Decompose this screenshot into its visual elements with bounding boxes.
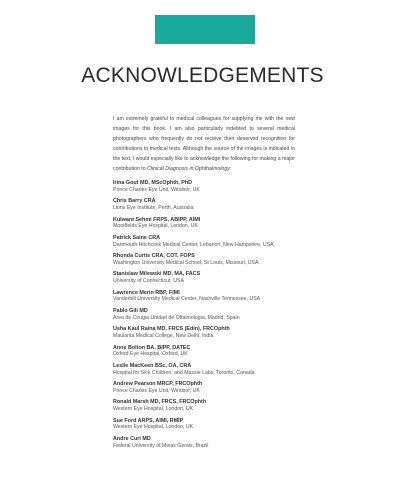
acknowledgement-entry [113, 253, 313, 267]
contributor-name: Andre Curi MD [113, 435, 151, 442]
contributor-affiliation: Moorfields Eye Hospital, London, UK [113, 223, 198, 230]
acknowledgement-entry [113, 399, 313, 413]
intro-end: : [229, 165, 232, 172]
contributor-name: Lawrence Merin RBP, FIMI [113, 289, 180, 296]
acknowledgement-entry [113, 363, 313, 377]
acknowledgement-entry [113, 271, 313, 285]
acknowledgement-entry [113, 381, 313, 395]
contributor-name: Usha Kaul Raina MD, FRCS (Edin), FRCOphth [113, 326, 230, 333]
contributor-name: Andrew Pearson MRCP, FRCOphth [113, 381, 203, 388]
contributor-affiliation: Hospital for Sick Children, and Massie Labs, Toronto, Canada [113, 369, 255, 376]
acknowledgement-entry [113, 290, 313, 304]
contributor-affiliation: Prince Charles Eye Unit, Windsor, UK [113, 186, 200, 193]
acknowledgement-entry [113, 180, 313, 194]
intro-text: I am extremely grateful to medical colleagues for supplying me with the new images for this book. I am also particularly indebted to several medical photographers who frequently do not receive their deserved recognition for contributions to medical texts. Although the source of the images is indicated in the text, I would especially like to acknowledge the following for making a major contribution to [113, 116, 295, 172]
acknowledgement-entry [113, 198, 313, 212]
contributor-affiliation: Vanderbilt University Medical Center, Nashville Tennessee, USA [113, 296, 261, 303]
contributor-name: Pablo Gili MD [113, 307, 148, 314]
acknowledgement-entry [113, 436, 313, 450]
intro-paragraph [113, 115, 295, 174]
contributor-affiliation: Washington University Medical School, St Louis, Missouri, USA [113, 259, 259, 266]
contributor-affiliation: Maulanta Medical College, New Delhi, India [113, 333, 214, 340]
acknowledgement-entry [113, 308, 313, 322]
contributor-name: Anne Bolton BA, BIPP, DATEC [113, 344, 191, 351]
acknowledgement-entry [113, 217, 313, 231]
contributor-name: Leslie MacKeen BSc, OA, CRA [113, 362, 192, 369]
contributor-name: Rhonda Curtis CRA, COT, FOPS [113, 253, 195, 260]
contributor-affiliation: University of Connecticut, USA [113, 278, 184, 285]
acknowledgement-list [113, 180, 313, 454]
acknowledgement-entry [113, 345, 313, 359]
page-title: ACKNOWLEDGEMENTS [81, 64, 324, 88]
contributor-affiliation: Area de Cirugia Unidad de Oftalmologia, Madrid, Spain [113, 314, 240, 321]
contributor-affiliation: Lions Eye Institute, Perth, Australia [113, 205, 194, 212]
contributor-name: Kulwant Sehmi FRPS, ABIPP, AIMI [113, 216, 201, 223]
book-title: Clinical Diagnosis in Ophthalmology [147, 165, 230, 172]
acknowledgement-entry [113, 235, 313, 249]
contributor-affiliation: Western Eye Hospital, London, UK [113, 424, 194, 431]
contributor-name: Chris Barry CRA [113, 198, 156, 205]
contributor-name: Irina Gout MD, MScOphth, PhD [113, 180, 193, 186]
contributor-affiliation: Western Eye Hospital, London, UK [113, 406, 194, 413]
contributor-affiliation: Oxford Eye Hospital, Oxford, UK [113, 351, 188, 358]
contributor-name: Sue Ford ARPS, AIMI, RMIP [113, 417, 184, 424]
contributor-name: Ronald Marsh MD, FRCS, FRCOphth [113, 399, 207, 406]
contributor-affiliation: Prince Charles Eye Unit, Windsor, UK [113, 387, 200, 394]
header-color-block [155, 15, 255, 44]
acknowledgement-entry [113, 418, 313, 432]
contributor-name: Patrick Saine CRA [113, 234, 161, 241]
contributor-affiliation: Federal University of Minas Gerais, Brazil [113, 442, 209, 449]
acknowledgement-entry [113, 326, 313, 340]
contributor-name: Stanislaw Milewski MD, MA, FACS [113, 271, 201, 278]
contributor-affiliation: Dartmouth Hitchcock Medical Center, Lebanon, New Hampshire, USA [113, 241, 274, 248]
